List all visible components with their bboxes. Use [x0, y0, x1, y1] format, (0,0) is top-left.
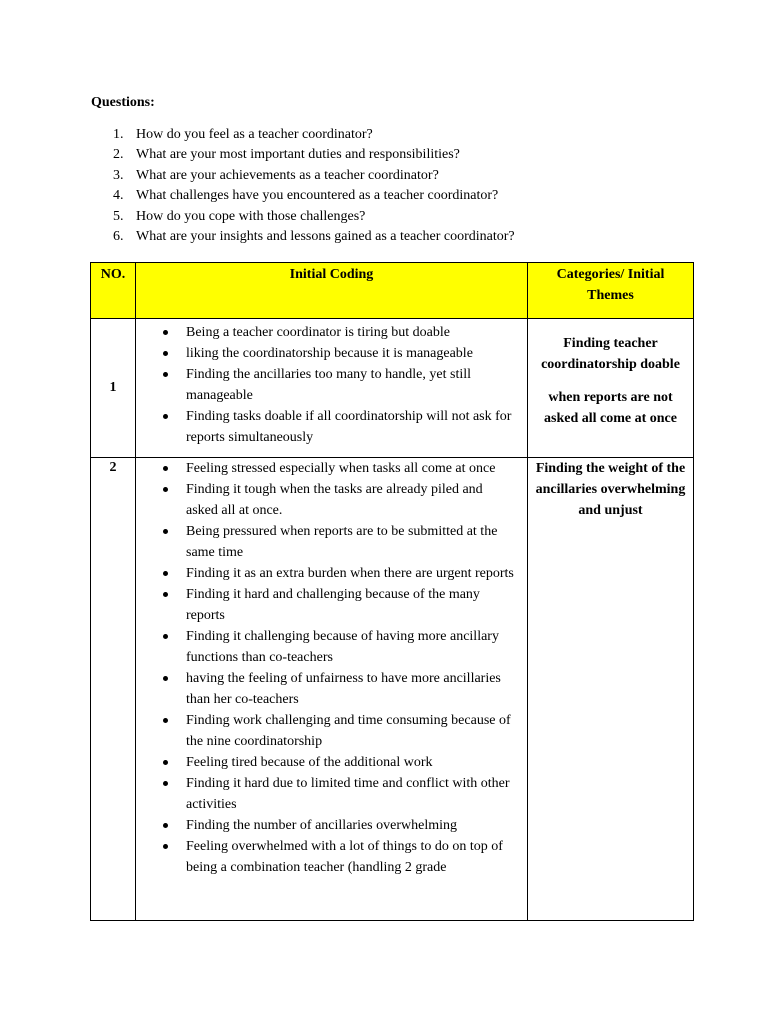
- question-item: [91, 145, 711, 165]
- code-item: Feeling stressed especially when tasks all come at once: [136, 458, 527, 479]
- coding-table: [90, 262, 694, 921]
- header-no: NO.: [91, 263, 136, 319]
- codes-list: [136, 458, 527, 878]
- code-item: Finding it challenging because of having more ancillary functions than co-teachers: [136, 626, 527, 668]
- code-item: Finding it tough when the tasks are already piled and asked all at once.: [136, 479, 527, 521]
- question-number: 3.: [113, 167, 124, 183]
- code-item: Feeling overwhelmed with a lot of things to do on top of being a combination teacher (handling 2 grade: [136, 836, 527, 878]
- theme-text: Finding the weight of the ancillaries overwhelming and unjust: [535, 461, 686, 518]
- question-number: 1.: [113, 127, 124, 142]
- code-item: Finding work challenging and time consuming because of the nine coordinatorship: [136, 710, 527, 752]
- row-number: 2: [91, 458, 136, 921]
- theme-cell: [528, 458, 694, 921]
- question-number: 2.: [113, 147, 124, 163]
- question-item: [91, 227, 711, 247]
- theme-cell: [528, 319, 694, 458]
- table-header-row: [91, 263, 694, 319]
- question-text: What challenges have you encountered as a teacher coordinator?: [136, 188, 499, 204]
- initial-coding-cell: [136, 319, 528, 458]
- codes-list: [136, 319, 527, 448]
- theme-text: when reports are not asked all come at once: [544, 390, 677, 426]
- question-text: What are your achievements as a teacher coordinator?: [136, 167, 439, 183]
- question-number: 4.: [113, 188, 124, 204]
- code-item: having the feeling of unfairness to have more ancillaries than her co-teachers: [136, 668, 527, 710]
- questions-heading: Questions:: [91, 95, 155, 110]
- table-row: [91, 319, 694, 458]
- code-item: Finding it hard due to limited time and conflict with other activities: [136, 773, 527, 815]
- header-categories: Categories/ Initial Themes: [528, 263, 694, 319]
- question-text: How do you cope with those challenges?: [136, 208, 366, 224]
- code-item: Finding it hard and challenging because of the many reports: [136, 584, 527, 626]
- question-item: [91, 186, 711, 206]
- question-number: 6.: [113, 228, 124, 244]
- table-row: [91, 458, 694, 921]
- row-number: 1: [91, 319, 136, 458]
- code-item: Finding tasks doable if all coordinatorship will not ask for reports simultaneously: [136, 406, 527, 448]
- code-item: Being pressured when reports are to be submitted at the same time: [136, 521, 527, 563]
- code-item: Being a teacher coordinator is tiring but doable: [136, 322, 527, 343]
- question-item: [91, 125, 711, 145]
- code-item: Finding the number of ancillaries overwhelming: [136, 815, 527, 836]
- question-number: 5.: [113, 208, 124, 224]
- questions-list: [91, 125, 711, 247]
- code-item: Finding the ancillaries too many to handle, yet still manageable: [136, 364, 527, 406]
- question-text: What are your most important duties and responsibilities?: [136, 147, 460, 163]
- code-item: Finding it as an extra burden when there are urgent reports: [136, 563, 527, 584]
- question-item: [91, 207, 711, 227]
- question-item: [91, 166, 711, 186]
- code-item: liking the coordinatorship because it is manageable: [136, 343, 527, 364]
- code-item: Feeling tired because of the additional work: [136, 752, 527, 773]
- question-text: What are your insights and lessons gained as a teacher coordinator?: [136, 228, 515, 244]
- question-text: How do you feel as a teacher coordinator?: [136, 127, 373, 142]
- theme-text: Finding teacher coordinatorship doable: [541, 336, 680, 372]
- initial-coding-cell: [136, 458, 528, 921]
- header-initial-coding: Initial Coding: [136, 263, 528, 319]
